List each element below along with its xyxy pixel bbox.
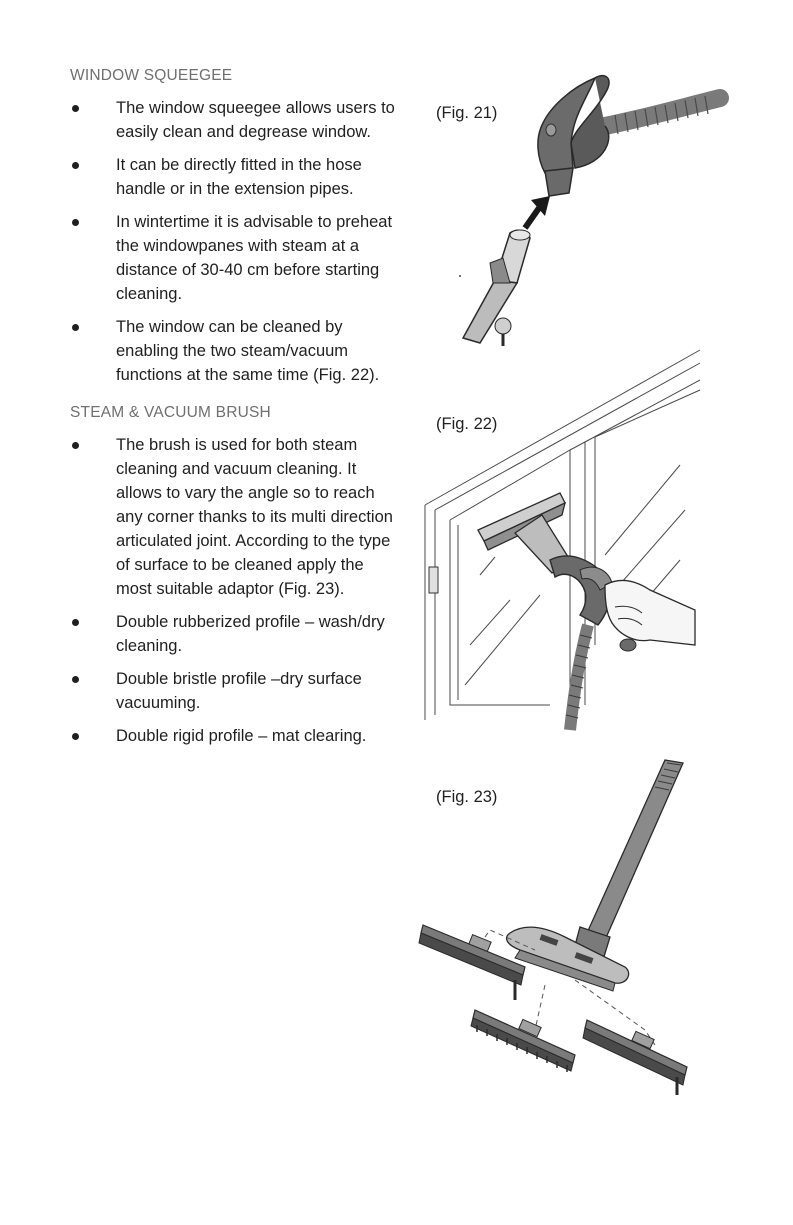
fig-22-label: (Fig. 22) (436, 415, 498, 433)
list-item: It can be directly fitted in the hose handle or in the extension pipes. (70, 153, 400, 201)
bullet-icon (72, 105, 79, 112)
fig-21-label: (Fig. 21) (436, 104, 498, 122)
list-item: Double rubberized profile – wash/dry cleaning. (70, 610, 400, 658)
bullet-icon (72, 619, 79, 626)
window-squeegee-list (70, 96, 400, 387)
bullet-icon (72, 162, 79, 169)
adaptor-bristle (471, 1010, 575, 1072)
list-item: The brush is used for both steam cleaning and vacuum cleaning. It allows to vary the angle so to reach any corner thanks to its multi direction articulated joint. According to the type of surface to be cleaned apply the most suitable adaptor (Fig. 23). (70, 433, 400, 601)
list-item: Double rigid profile – mat clearing. (70, 724, 400, 748)
fig-23-label: (Fig. 23) (436, 788, 498, 806)
fig-21-hose-handle-illustration (455, 68, 730, 353)
adaptor-rigid (583, 1020, 687, 1095)
section-title-window-squeegee: WINDOW SQUEEGEE (70, 67, 233, 84)
list-item: Double bristle profile –dry surface vacuuming. (70, 667, 400, 715)
section-title-steam-vacuum-brush: STEAM & VACUUM BRUSH (70, 404, 271, 421)
bullet-icon (72, 442, 79, 449)
bullet-icon (72, 733, 79, 740)
fig-22-window-cleaning-illustration (420, 345, 710, 735)
steam-vacuum-brush-list (70, 433, 400, 748)
list-item: The window can be cleaned by enabling the two steam/vacuum functions at the same time (Fig. 22). (70, 315, 400, 387)
fig-23-brush-adaptors-illustration (415, 755, 700, 1105)
bullet-icon (72, 676, 79, 683)
text-column (70, 66, 400, 757)
list-item: The window squeegee allows users to easily clean and degrease window. (70, 96, 400, 144)
bullet-icon (72, 324, 79, 331)
list-item: In wintertime it is advisable to preheat the windowpanes with steam at a distance of 30-40 cm before starting cleaning. (70, 210, 400, 306)
bullet-icon (72, 219, 79, 226)
